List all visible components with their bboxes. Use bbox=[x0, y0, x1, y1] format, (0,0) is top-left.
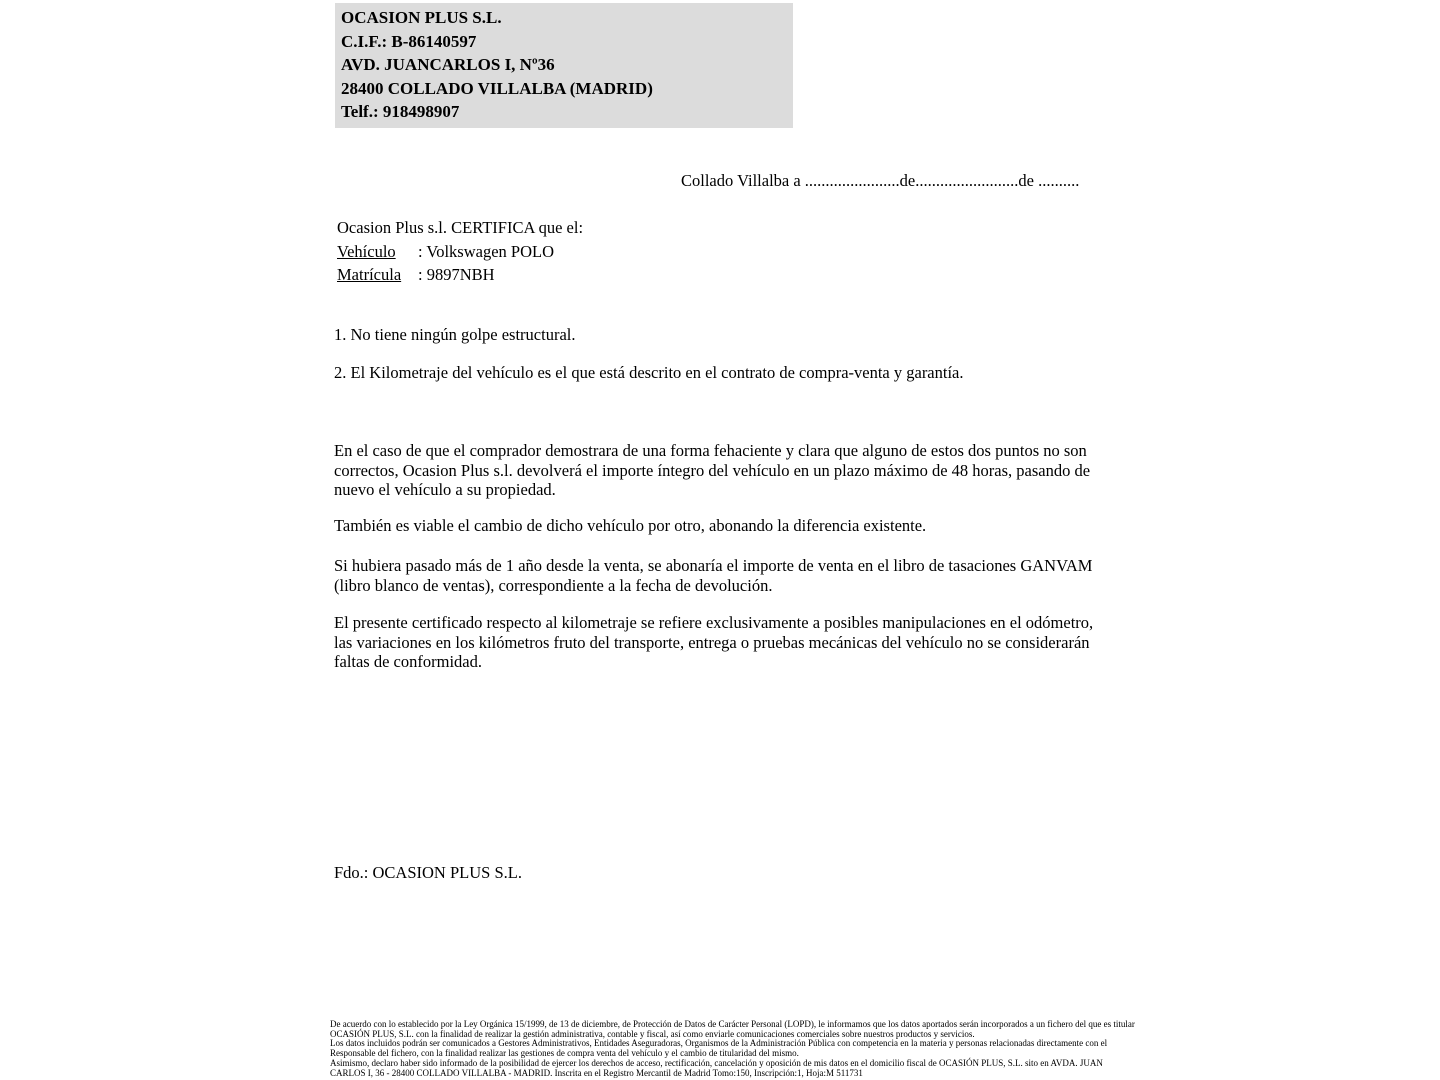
legal-line: Los datos incluidos podrán ser comunicados a Gestores Administrativos, Entidades Aseguradoras, Organismos de la Administración Pública con competencia en la materia y personas relacionadas directamente con el bbox=[330, 1038, 1108, 1049]
legal-line: CARLOS I, 36 - 28400 COLLADO VILLALBA - MADRID. Inscrita en el Registro Mercantil de Madrid Tomo:150, Inscripción:1, Hoja:M 511731 bbox=[330, 1067, 863, 1078]
certification-intro: Ocasion Plus s.l. CERTIFICA que el: bbox=[337, 218, 584, 237]
paragraph-exchange: También es viable el cambio de dicho vehículo por otro, abonando la diferencia existente. bbox=[334, 516, 927, 535]
company-phone: Telf.: 918498907 bbox=[341, 102, 460, 121]
point-2: 2. El Kilometraje del vehículo es el que está descrito en el contrato de compra-venta y garantía. bbox=[334, 363, 964, 382]
company-city: 28400 COLLADO VILLALBA (MADRID) bbox=[341, 78, 653, 98]
company-name: OCASION PLUS S.L. bbox=[341, 8, 502, 27]
paragraph-ganvam: Si hubiera pasado más de 1 año desde la venta, se abonaría el importe de venta en el libro de tasaciones GANVAM (libro blanco de ventas), correspondiente a la fecha de devolución. bbox=[334, 556, 1093, 595]
vehicle-value: : Volkswagen POLO bbox=[418, 241, 554, 261]
signature-line: Fdo.: OCASION PLUS S.L. bbox=[334, 863, 522, 882]
legal-line: Responsable del fichero, con la finalidad realizar las gestiones de compra venta del vehículo y el cambio de titularidad del mismo. bbox=[330, 1048, 799, 1059]
plate-value: : 9897NBH bbox=[418, 265, 495, 284]
vehicle-label: Vehículo bbox=[337, 241, 396, 261]
vehicle-row bbox=[337, 240, 583, 264]
legal-line: OCASIÓN PLUS, S.L. con la finalidad de realizar la gestión administrativa, contable y fiscal, así como enviarle comunicaciones comerciales sobre nuestros productos y servicios. bbox=[330, 1028, 975, 1039]
point-1: 1. No tiene ningún golpe estructural. bbox=[334, 325, 576, 344]
legal-line: Asimismo, declaro haber sido informado de la posibilidad de ejercer los derechos de acceso, rectificación, cancelación y oposición de mis datos en el domicilio fiscal de OCASIÓN PLUS, S.L. sito en AVDA. JUAN bbox=[330, 1057, 1103, 1068]
plate-label: Matrícula bbox=[337, 265, 402, 284]
plate-row bbox=[337, 263, 583, 287]
legal-line: De acuerdo con lo establecido por la Ley Orgánica 15/1999, de 13 de diciembre, de Protección de Datos de Carácter Personal (LOPD), le informamos que los datos aportados serán incorporados a un fichero del que es titular bbox=[330, 1019, 1135, 1029]
date-line: Collado Villalba a .......................de.........................de .......... bbox=[681, 171, 1080, 190]
legal-footer bbox=[330, 1019, 1135, 1078]
company-address: AVD. JUANCARLOS I, Nº36 bbox=[341, 55, 555, 74]
paragraph-odometer: El presente certificado respecto al kilometraje se refiere exclusivamente a posibles manipulaciones en el odómetro, las variaciones en los kilómetros fruto del transporte, entrega o pruebas mecánicas del vehículo no se considerarán faltas de conformidad. bbox=[334, 613, 1094, 672]
certification-block bbox=[337, 216, 583, 287]
company-cif: C.I.F.: B-86140597 bbox=[341, 31, 477, 51]
paragraph-refund: En el caso de que el comprador demostrara de una forma fehaciente y clara que alguno de estos dos puntos no son correctos, Ocasion Plus s.l. devolverá el importe íntegro del vehículo en un plazo máximo de 48 horas, pasando de nuevo el vehículo a su propiedad. bbox=[334, 441, 1091, 500]
company-header-box bbox=[335, 3, 793, 128]
